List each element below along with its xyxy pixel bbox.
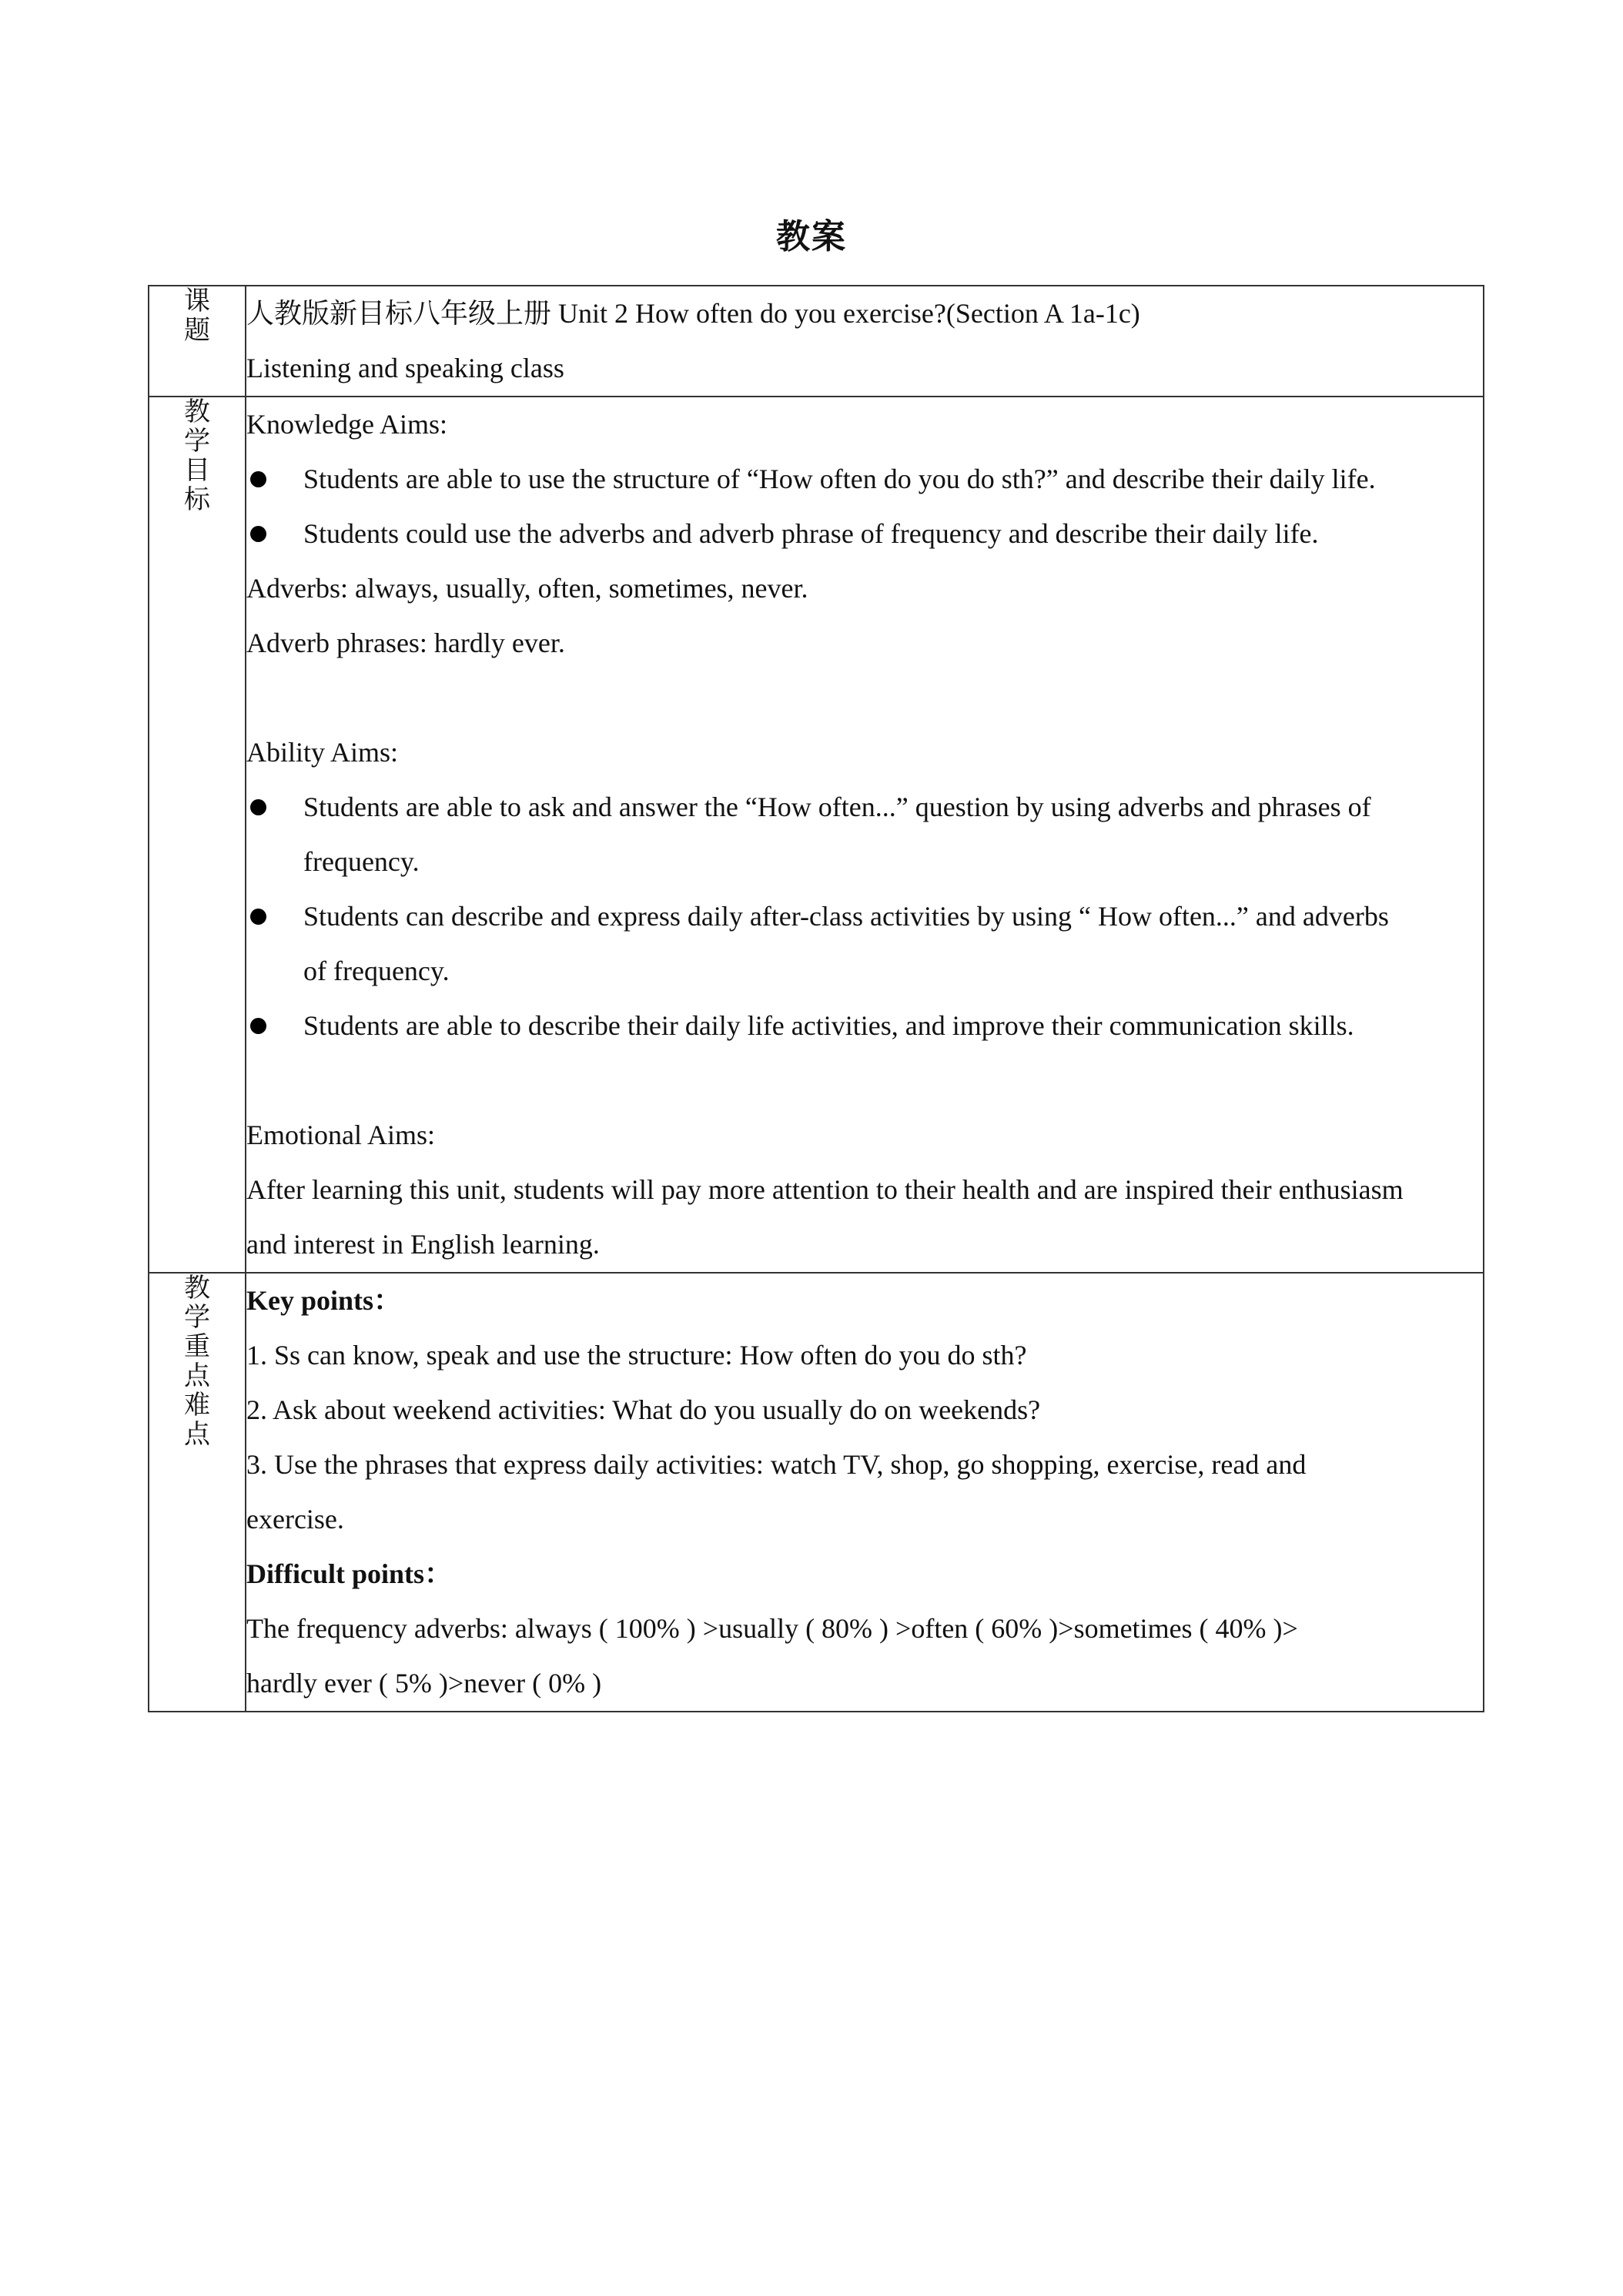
emotional-aims-text-cont: and interest in English learning. [246, 1229, 600, 1260]
knowledge-aim-text: Students could use the adverbs and adverb phrase of frequency and describe their daily life. [303, 518, 1319, 549]
ability-aim-item [246, 889, 1483, 999]
spacer [246, 1053, 1483, 1108]
ability-aim-text-cont: of frequency. [303, 956, 450, 986]
spacer [246, 671, 1483, 725]
key-point-item: 3. Use the phrases that express daily activities: watch TV, shop, go shopping, exercise, read and [246, 1449, 1307, 1480]
ability-aim-item [246, 999, 1483, 1053]
topic-content-cell [246, 286, 1484, 397]
key-points-content-cell [246, 1273, 1484, 1712]
difficult-points-heading: Difficult points： [246, 1558, 453, 1589]
ability-aim-item [246, 780, 1483, 889]
emotional-aims-text: After learning this unit, students will pay more attention to their health and are inspired their enthusiasm [246, 1174, 1404, 1205]
adverb-phrases-line: Adverb phrases: hardly ever. [246, 628, 565, 658]
topic-label-cell [149, 286, 246, 397]
key-points-label: 教学重点难点 [184, 1273, 210, 1450]
bullet-icon [250, 1018, 266, 1034]
aims-label-cell [149, 397, 246, 1273]
table-row-topic [149, 286, 1484, 397]
knowledge-aim-text: Students are able to use the structure of “How often do you do sth?” and describe their daily life. [303, 464, 1376, 494]
key-points-label-cell [149, 1273, 246, 1712]
ability-aims-heading: Ability Aims: [246, 737, 399, 768]
ability-aim-text: Students can describe and express daily after-class activities by using “ How often...” and adverbs [303, 901, 1389, 932]
topic-label: 课题 [184, 286, 210, 346]
topic-title: 人教版新目标八年级上册 Unit 2 How often do you exercise?(Section A 1a-1c) [246, 298, 1140, 329]
bullet-icon [250, 471, 266, 487]
difficult-point-text: The frequency adverbs: always ( 100% ) >usually ( 80% ) >often ( 60% )>sometimes ( 40% )> [246, 1613, 1298, 1644]
ability-aim-text: Students are able to ask and answer the “How often...” question by using adverbs and phrases of [303, 792, 1371, 822]
aims-label: 教学目标 [184, 397, 210, 515]
emotional-aims-heading: Emotional Aims: [246, 1120, 436, 1150]
knowledge-aim-item [246, 452, 1483, 507]
key-point-item: 1. Ss can know, speak and use the structure: How often do you do sth? [246, 1340, 1027, 1371]
difficult-point-text-cont: hardly ever ( 5% )>never ( 0% ) [246, 1668, 602, 1699]
table-row-key-points [149, 1273, 1484, 1712]
key-point-item: 2. Ask about weekend activities: What do you usually do on weekends? [246, 1394, 1041, 1425]
knowledge-aims-heading: Knowledge Aims: [246, 409, 447, 440]
bullet-icon [250, 909, 266, 925]
document-title: 教案 [776, 217, 847, 256]
key-points-heading: Key points： [246, 1285, 402, 1316]
bullet-icon [250, 799, 266, 815]
key-point-item-cont: exercise. [246, 1504, 344, 1535]
aims-content-cell [246, 397, 1484, 1273]
ability-aim-text: Students are able to describe their daily life activities, and improve their communication skills. [303, 1010, 1354, 1041]
bullet-icon [250, 526, 266, 542]
adverbs-line: Adverbs: always, usually, often, sometimes, never. [246, 573, 808, 604]
topic-class-type: Listening and speaking class [246, 353, 564, 383]
ability-aim-text-cont: frequency. [303, 846, 420, 877]
knowledge-aim-item [246, 507, 1483, 561]
lesson-plan-table [148, 285, 1484, 1712]
table-row-aims [149, 397, 1484, 1273]
